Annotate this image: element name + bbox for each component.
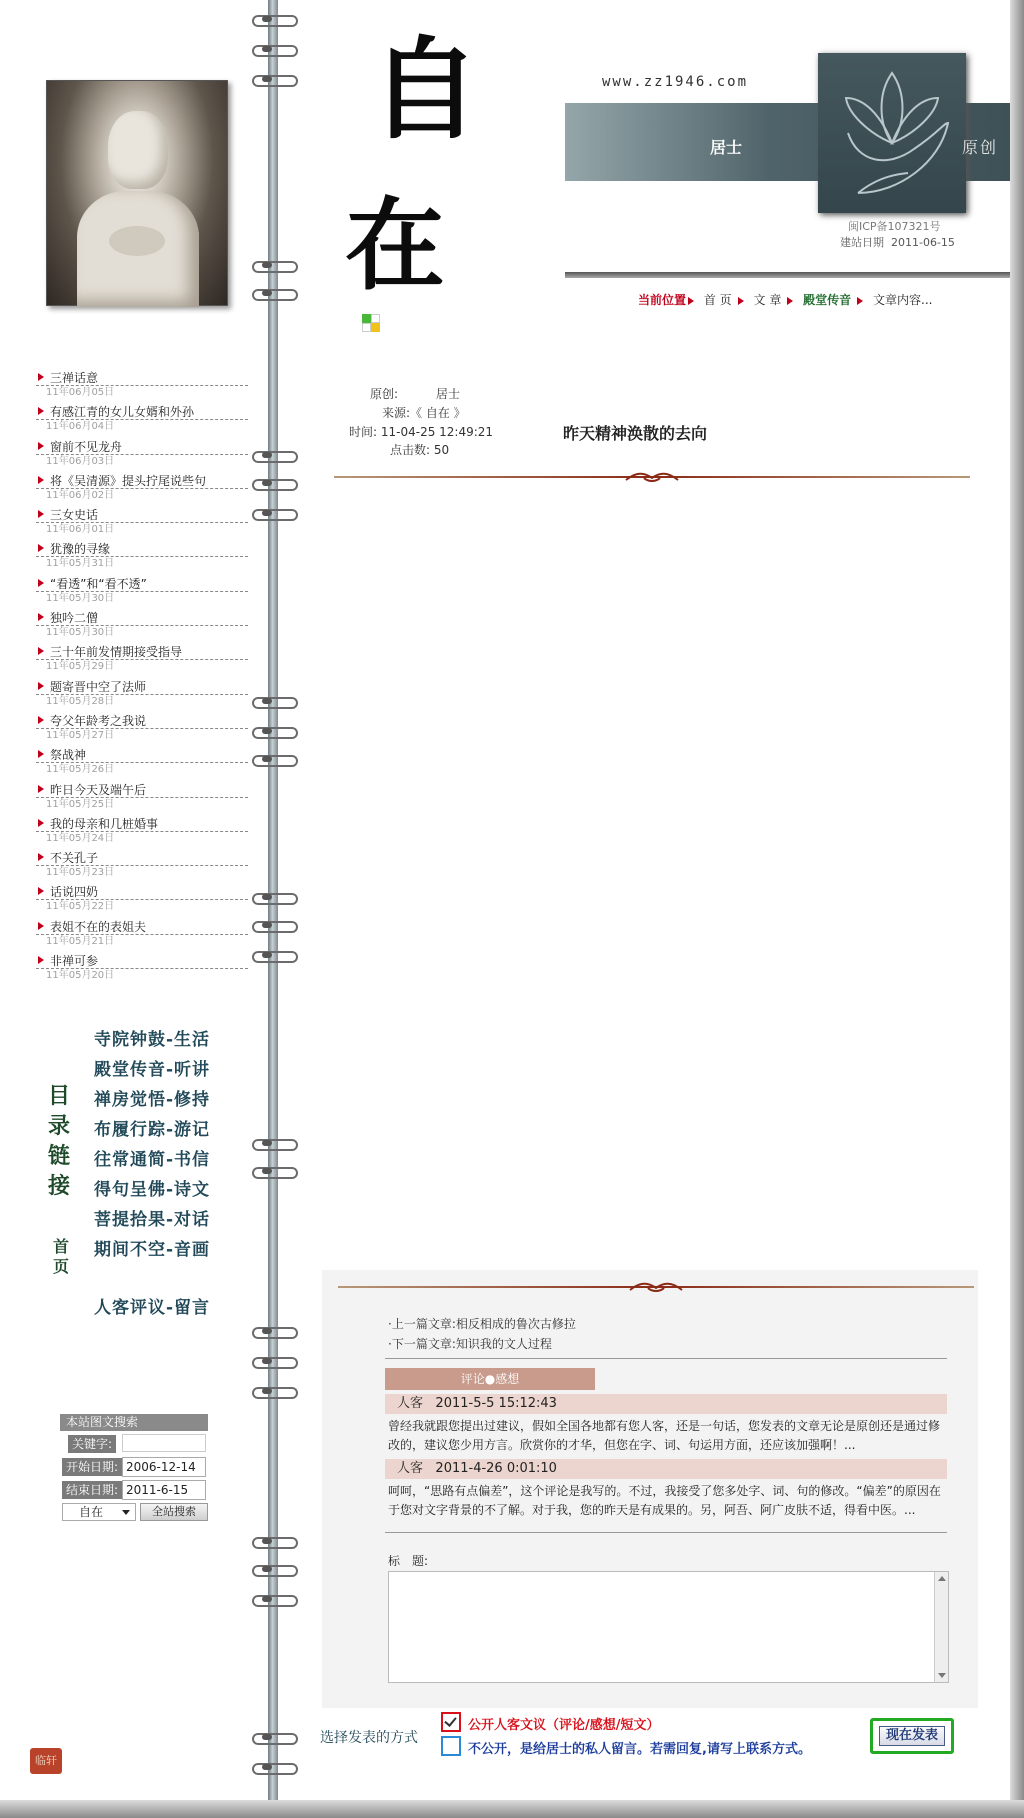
comment-header xyxy=(385,1394,947,1414)
list-item xyxy=(36,362,248,396)
seal-stamp: 临轩 xyxy=(30,1748,62,1774)
site-search xyxy=(60,1414,210,1523)
list-item xyxy=(36,705,248,739)
article-link[interactable]: 我的母亲和几桩婚事 xyxy=(36,816,248,832)
list-item xyxy=(36,396,248,433)
build-date-label: 建站日期 xyxy=(840,236,884,249)
directory-link[interactable]: 殿堂传音-听讲 xyxy=(94,1060,211,1080)
article-date: 11年05月26日 xyxy=(46,764,115,776)
clicks-label: 点击数: xyxy=(390,443,431,457)
article-date: 11年05月22日 xyxy=(46,901,115,913)
list-item xyxy=(36,739,248,776)
site-search-button[interactable]: 全站搜索 xyxy=(140,1503,208,1521)
submit-frame xyxy=(870,1718,954,1754)
prev-label: ·上一篇文章: xyxy=(388,1317,456,1331)
recent-articles-list xyxy=(36,362,248,982)
textarea-scrollbar[interactable] xyxy=(934,1572,948,1682)
article-link[interactable]: 独吟二僧 xyxy=(36,610,248,626)
scope-select[interactable] xyxy=(62,1503,136,1521)
article-source xyxy=(382,404,466,421)
article-link[interactable]: 夸父年龄考之我说 xyxy=(36,713,248,729)
logo-char-zai: 在 xyxy=(345,186,445,304)
ring-icon xyxy=(248,890,298,904)
article-link[interactable]: 有感江青的女儿女婿和外孙 xyxy=(36,404,248,420)
comment-author: 人客 xyxy=(397,1396,424,1411)
arrow-right-icon xyxy=(688,297,694,305)
comment-header xyxy=(385,1459,947,1479)
logo-squares-icon xyxy=(362,314,380,332)
source-label: 来源: xyxy=(382,406,411,420)
build-date-value: 2011-06-15 xyxy=(891,236,955,249)
publish-method-label: 选择发表的方式 xyxy=(320,1730,418,1746)
directory-link[interactable]: 期间不空-音画 xyxy=(94,1240,211,1260)
list-item xyxy=(36,568,248,602)
list-item xyxy=(36,636,248,673)
article-link[interactable]: 题寄晋中空了法师 xyxy=(36,679,248,695)
start-date-input[interactable]: 2006-12-14 xyxy=(122,1457,206,1477)
header-divider xyxy=(565,272,1020,278)
arrow-right-icon xyxy=(857,297,863,305)
article-date: 11年06月04日 xyxy=(46,421,115,433)
divider xyxy=(385,1358,947,1359)
clicks-value: 50 xyxy=(433,443,450,457)
comment-author: 人客 xyxy=(397,1461,424,1476)
ring-icon xyxy=(248,752,298,766)
ring-icon xyxy=(248,258,298,272)
ornament-divider xyxy=(338,1280,974,1294)
directory-links xyxy=(94,1025,244,1265)
directory-link[interactable]: 寺院钟鼓-生活 xyxy=(94,1030,211,1050)
comment-time: 2011-4-26 0:01:10 xyxy=(435,1461,557,1476)
breadcrumb xyxy=(638,291,938,309)
binder-rings xyxy=(248,0,298,1818)
private-option-label[interactable]: 不公开，是给居士的私人留言。若需回复,请写上联系方式。 xyxy=(468,1742,811,1757)
article-link[interactable]: 窗前不见龙舟 xyxy=(36,439,248,455)
article-date: 11年05月30日 xyxy=(46,627,115,639)
article-date: 11年05月30日 xyxy=(46,592,115,604)
directory-link[interactable]: 得句呈佛-诗文 xyxy=(94,1180,211,1200)
article-date: 11年05月28日 xyxy=(46,695,115,707)
article-link[interactable]: 犹豫的寻缘 xyxy=(36,541,248,557)
ring-icon xyxy=(248,1164,298,1178)
directory-title-char: 接 xyxy=(48,1174,71,1199)
article-date: 11年06月05日 xyxy=(46,387,115,398)
home-link-char: 首 xyxy=(52,1237,69,1256)
list-item xyxy=(36,876,248,913)
prev-title[interactable]: 相反相成的鲁次古修拉 xyxy=(455,1317,576,1331)
ring-icon xyxy=(248,918,298,932)
form-title-input[interactable] xyxy=(430,1549,856,1569)
source-value: 《 自在 》 xyxy=(410,406,466,420)
page-shadow-bottom xyxy=(0,1800,1024,1818)
list-item xyxy=(36,465,248,499)
band-label-jushi: 居士 xyxy=(710,138,743,157)
logo-char-zi: 自 xyxy=(370,25,480,154)
start-date-label: 开始日期: xyxy=(62,1458,122,1476)
ornament-divider xyxy=(334,470,970,484)
ring-icon xyxy=(248,948,298,962)
article-link[interactable]: 非禅可参 xyxy=(36,953,248,969)
article-link[interactable]: 三十年前发情期接受指导 xyxy=(36,644,248,660)
comment-text: 呵呵，“思路有点偏差”，这个评论是我写的。不过，我接受了您多处字、词、句的修改。“偏差”的原因在于您对文字背景的不了解。对于我，您的昨天是有成果的。另，阿吾、阿广皮肤不适，得看中医。... xyxy=(388,1484,941,1517)
article-link[interactable]: 昨日今天及端午后 xyxy=(36,782,248,798)
public-option-checkbox[interactable] xyxy=(441,1712,461,1732)
time-value: 11-04-25 12:49:21 xyxy=(380,425,494,439)
article-link[interactable]: 将《吴清源》提头拧尾说些句 xyxy=(36,473,248,489)
ring-icon xyxy=(248,1384,298,1398)
article-title: 昨天精神涣散的去向 xyxy=(563,424,708,443)
article-link[interactable]: 三女史话 xyxy=(36,507,248,523)
comment-time: 2011-5-5 15:12:43 xyxy=(435,1396,557,1411)
article-time xyxy=(349,423,493,440)
scope-select-value: 自在 xyxy=(79,1505,104,1519)
page-shadow-right xyxy=(1010,0,1024,1818)
article-link[interactable]: 不关孔子 xyxy=(36,850,248,866)
form-message-textarea[interactable] xyxy=(388,1571,949,1683)
next-article[interactable] xyxy=(388,1335,552,1352)
article-date: 11年05月27日 xyxy=(46,729,115,741)
directory-title-char: 录 xyxy=(48,1114,71,1139)
ring-icon xyxy=(248,1534,298,1548)
band-label-yuanchuang: 原创 xyxy=(962,138,999,157)
list-item xyxy=(36,671,248,705)
ring-icon xyxy=(248,476,298,490)
home-link-char: 页 xyxy=(52,1257,69,1276)
breadcrumb-section[interactable]: 殿堂传音 xyxy=(803,293,852,307)
breadcrumb-articles[interactable]: 文 章 xyxy=(753,293,782,307)
list-item xyxy=(36,499,248,536)
next-title[interactable]: 知识我的文人过程 xyxy=(455,1337,552,1351)
list-item xyxy=(36,774,248,808)
directory-link[interactable]: 禅房觉悟-修持 xyxy=(94,1090,211,1110)
list-item xyxy=(36,431,248,465)
breadcrumb-content: 文章内容... xyxy=(873,293,933,307)
ring-icon xyxy=(248,72,298,86)
ring-icon xyxy=(248,694,298,708)
list-item xyxy=(36,842,248,879)
keyword-input[interactable] xyxy=(122,1434,206,1452)
article-link[interactable]: 话说四奶 xyxy=(36,884,248,900)
prev-article[interactable] xyxy=(388,1315,576,1332)
ring-icon xyxy=(248,448,298,462)
breadcrumb-current-label: 当前位置 xyxy=(638,293,687,307)
article-author xyxy=(370,385,460,402)
article-date: 11年06月03日 xyxy=(46,455,115,467)
ring-icon xyxy=(248,1592,298,1606)
arrow-right-icon xyxy=(787,297,793,305)
article-link[interactable]: “看透”和“看不透” xyxy=(36,576,248,592)
directory-link[interactable]: 布履行踪-游记 xyxy=(94,1120,211,1140)
directory-link[interactable]: 菩提拾果-对话 xyxy=(94,1210,211,1230)
ring-icon xyxy=(248,286,298,300)
article-date: 11年05月23日 xyxy=(46,867,115,879)
article-clicks xyxy=(390,441,449,458)
form-title-label: 标 题: xyxy=(388,1554,429,1568)
article-date: 11年05月21日 xyxy=(46,935,115,947)
directory-link[interactable]: 往常通简-书信 xyxy=(94,1150,211,1170)
article-date: 11年06月02日 xyxy=(46,489,115,501)
article-date: 11年06月01日 xyxy=(46,524,115,536)
ring-icon xyxy=(248,724,298,738)
article-date: 11年05月29日 xyxy=(46,661,115,673)
article-date: 11年05月31日 xyxy=(46,558,115,570)
ring-icon xyxy=(248,12,298,26)
list-item xyxy=(36,808,248,842)
keyword-label: 关键字: xyxy=(68,1435,116,1453)
ring-icon xyxy=(248,506,298,520)
article-date: 11年05月24日 xyxy=(46,832,115,844)
search-title: 本站图文搜索 xyxy=(60,1414,208,1431)
guest-comments-link[interactable]: 人客评议-留言 xyxy=(94,1298,211,1318)
list-item xyxy=(36,533,248,570)
article-link[interactable]: 三禅话意 xyxy=(36,370,248,386)
article-link[interactable]: 祭战神 xyxy=(36,747,248,763)
private-option-checkbox[interactable] xyxy=(441,1736,461,1756)
lotus-logo-icon xyxy=(818,53,966,213)
article-date: 11年05月20日 xyxy=(46,970,115,982)
ring-icon xyxy=(248,1324,298,1338)
ring-icon xyxy=(248,1562,298,1576)
directory-title-char: 目 xyxy=(48,1084,71,1109)
icp-number: 闽ICP备107321号 xyxy=(848,220,941,233)
chevron-down-icon xyxy=(122,1510,130,1515)
site-url: www.zz1946.com xyxy=(602,74,749,90)
ring-icon xyxy=(248,1760,298,1774)
public-option-label[interactable]: 公开人客文议（评论/感想/短文） xyxy=(468,1718,660,1733)
list-item xyxy=(36,602,248,639)
end-date-label: 结束日期: xyxy=(62,1481,122,1499)
author-label: 原创: xyxy=(370,387,399,401)
divider xyxy=(385,1532,947,1533)
build-date xyxy=(840,234,955,250)
ring-icon xyxy=(248,1730,298,1744)
time-label: 时间: xyxy=(349,425,378,439)
list-item xyxy=(36,945,248,982)
author-value: 居士 xyxy=(436,387,461,401)
article-date: 11年05月25日 xyxy=(46,798,115,810)
ring-icon xyxy=(248,1354,298,1368)
directory-vertical-title xyxy=(48,1082,70,1202)
ring-icon xyxy=(248,42,298,56)
arrow-right-icon xyxy=(738,297,744,305)
submit-button[interactable]: 现在发表 xyxy=(879,1726,945,1746)
next-label: ·下一篇文章: xyxy=(388,1337,456,1351)
list-item xyxy=(36,911,248,945)
comments-tab[interactable]: 评论●感想 xyxy=(385,1368,595,1390)
article-link[interactable]: 表姐不在的表姐夫 xyxy=(36,919,248,935)
ring-icon xyxy=(248,1136,298,1150)
home-link[interactable] xyxy=(50,1237,72,1277)
end-date-input[interactable]: 2011-6-15 xyxy=(122,1480,206,1500)
buddha-statue-image xyxy=(46,80,228,306)
comment-text: 曾经我就跟您提出过建议，假如全国各地都有您人客，还是一句话，您发表的文章无论是原创还是通过修改的，建议您少用方言。欣赏你的才华，但您在字、词、句运用方面，还应该加强啊！... xyxy=(388,1419,941,1452)
breadcrumb-home[interactable]: 首 页 xyxy=(703,293,732,307)
directory-title-char: 链 xyxy=(48,1144,71,1169)
